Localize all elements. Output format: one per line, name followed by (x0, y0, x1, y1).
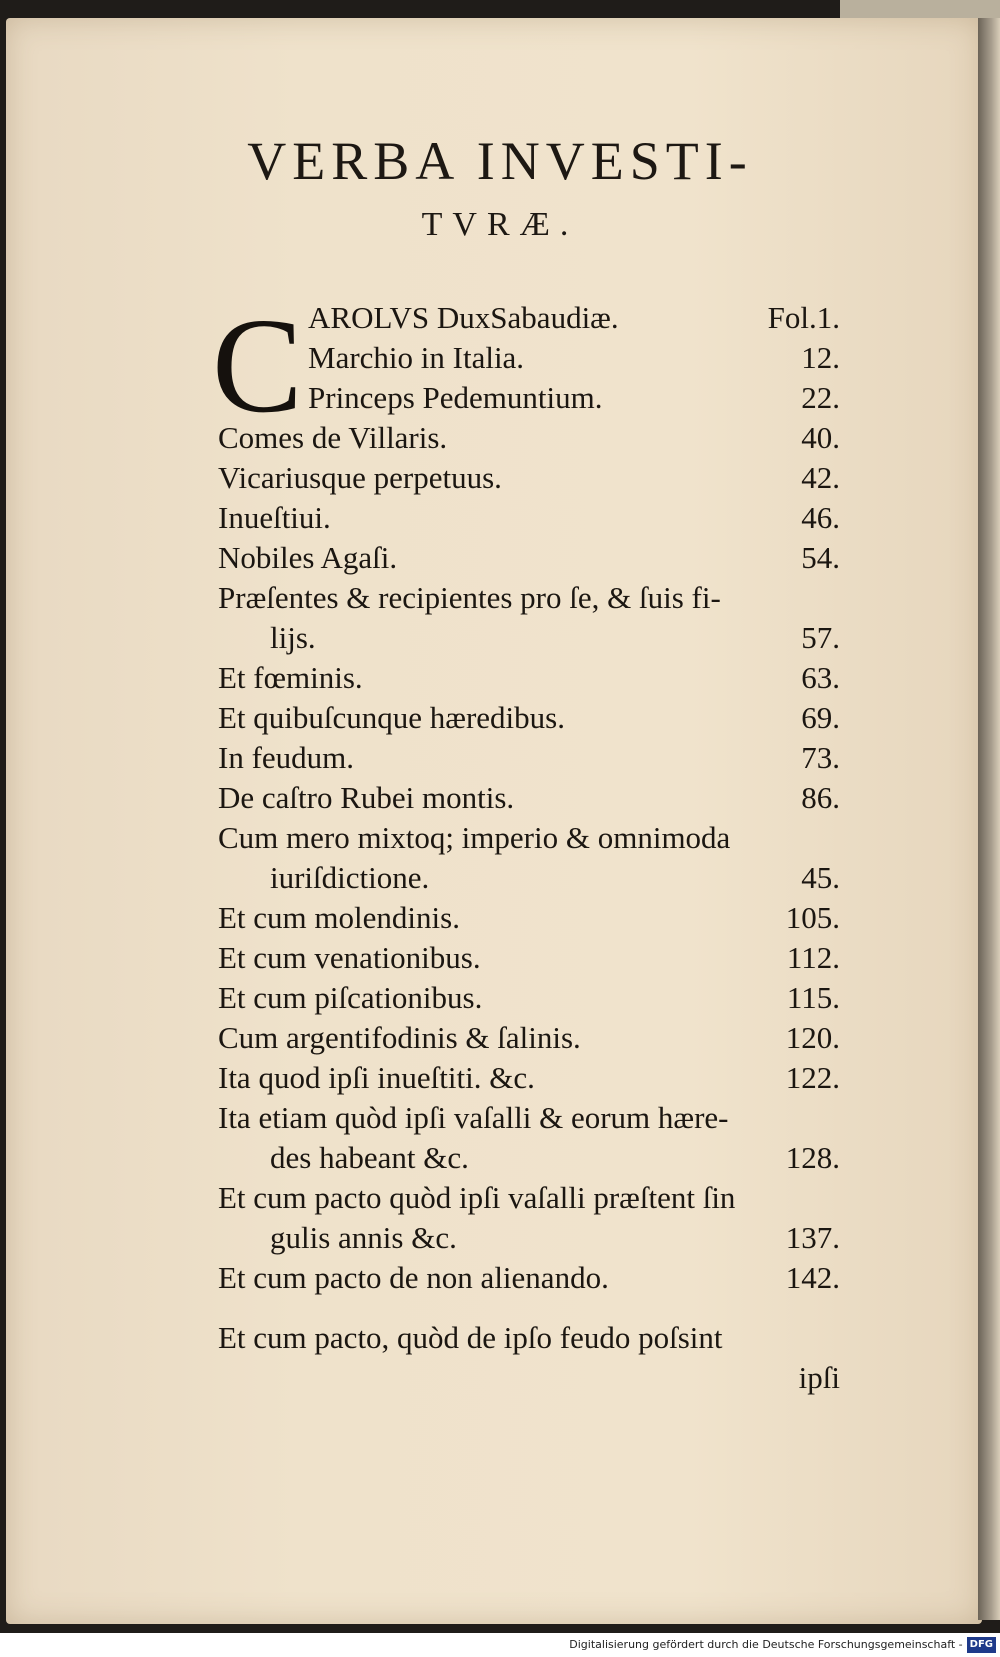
entry-folio: 40. (801, 420, 840, 455)
index-entry (218, 860, 840, 900)
footer-text: Digitalisierung gefördert durch die Deutsche Forschungsgemeinschaft - (569, 1638, 963, 1651)
entry-text: Et cum pacto de non alienando. (218, 1260, 609, 1295)
page-title: VERBA INVESTI- (247, 131, 753, 191)
entry-folio: 86. (801, 780, 840, 815)
index-entry (218, 740, 840, 780)
entry-folio: 115. (786, 980, 840, 1015)
index-entry (218, 1320, 840, 1360)
index-entry (218, 380, 840, 420)
entry-folio: 63. (801, 660, 840, 695)
index-entry (218, 420, 840, 460)
index-entry (218, 1220, 840, 1260)
entry-folio: 54. (801, 540, 840, 575)
entry-folio: 45. (801, 860, 840, 895)
entry-text: Et fœminis. (218, 660, 363, 695)
entry-text: De caſtro Rubei montis. (218, 780, 515, 815)
index-entry (218, 1180, 840, 1220)
index-entry (218, 780, 840, 820)
catchword (218, 1360, 840, 1400)
entry-folio: 122. (785, 1060, 840, 1095)
entry-text: ipſi (798, 1360, 840, 1395)
entry-text: Ita quod ipſi inueſtiti. &c. (218, 1060, 535, 1095)
entry-folio: 120. (785, 1020, 840, 1055)
digitization-footer (0, 1633, 1000, 1657)
entry-text: Et cum pacto quòd ipſi vaſalli præſtent ſin (218, 1180, 736, 1215)
page-edge-strip (840, 0, 1000, 18)
entry-text: des habeant &c. (270, 1140, 469, 1175)
entry-text: gulis annis &c. (270, 1220, 457, 1255)
index-entry (218, 700, 840, 740)
entry-text: Præſentes & recipientes pro ſe, & ſuis fi- (218, 580, 721, 615)
entry-folio: 42. (801, 460, 840, 495)
index-entry (218, 980, 840, 1020)
entry-text: Vicariusque perpetuus. (218, 460, 502, 495)
entry-folio: 12. (801, 340, 840, 375)
entry-text: Ita etiam quòd ipſi vaſalli & eorum hære- (218, 1100, 729, 1135)
entry-folio: 57. (801, 620, 840, 655)
index-entry (218, 340, 840, 380)
entry-text: Comes de Villaris. (218, 420, 448, 455)
index-entry (218, 1060, 840, 1100)
index-entry (218, 300, 840, 340)
index-entry (218, 460, 840, 500)
entry-text: iuriſdictione. (270, 860, 430, 895)
index-entry (218, 580, 840, 620)
entry-text: Et cum piſcationibus. (218, 980, 483, 1015)
entry-text: In feudum. (218, 740, 355, 775)
entry-text: Inueſtiui. (218, 500, 331, 535)
index-entry (218, 620, 840, 660)
entry-text: Cum argentifodinis & ſalinis. (218, 1020, 581, 1055)
entry-folio: 69. (801, 700, 840, 735)
index-entry (218, 900, 840, 940)
entry-text: Cum mero mixtoq; imperio & omnimoda (218, 820, 731, 855)
entry-folio: Fol.1. (767, 300, 840, 335)
drop-capital: C (212, 291, 303, 441)
index-entry (218, 660, 840, 700)
index-entry (218, 1100, 840, 1140)
entry-text: Et cum pacto, quòd de ipſo feudo poſsint (218, 1320, 723, 1355)
index-entry (218, 540, 840, 580)
index-entry (218, 500, 840, 540)
entry-folio: 105. (785, 900, 840, 935)
page-subtitle: TVRÆ. (421, 206, 579, 243)
index-entry (218, 1260, 840, 1300)
entry-text: Et cum venationibus. (218, 940, 481, 975)
entry-folio: 46. (801, 500, 840, 535)
index-entry (218, 1020, 840, 1060)
entry-folio: 137. (785, 1220, 840, 1255)
entry-folio: 73. (801, 740, 840, 775)
entry-text: Princeps Pedemuntium. (308, 380, 603, 415)
index-entry (218, 820, 840, 860)
entry-text: Et quibuſcunque hæredibus. (218, 700, 565, 735)
entry-text: Et cum molendinis. (218, 900, 460, 935)
entry-text: Nobiles Agaſi. (218, 540, 398, 575)
entry-text: lijs. (270, 620, 316, 655)
entry-text: AROLVS DuxSabaudiæ. (308, 300, 619, 335)
dfg-logo: DFG (967, 1637, 996, 1653)
entry-folio: 112. (786, 940, 840, 975)
index-entry (218, 940, 840, 980)
entry-folio: 142. (785, 1260, 840, 1295)
index-entry (218, 1140, 840, 1180)
entry-folio: 128. (785, 1140, 840, 1175)
entry-text: Marchio in Italia. (308, 340, 525, 375)
entry-folio: 22. (801, 380, 840, 415)
